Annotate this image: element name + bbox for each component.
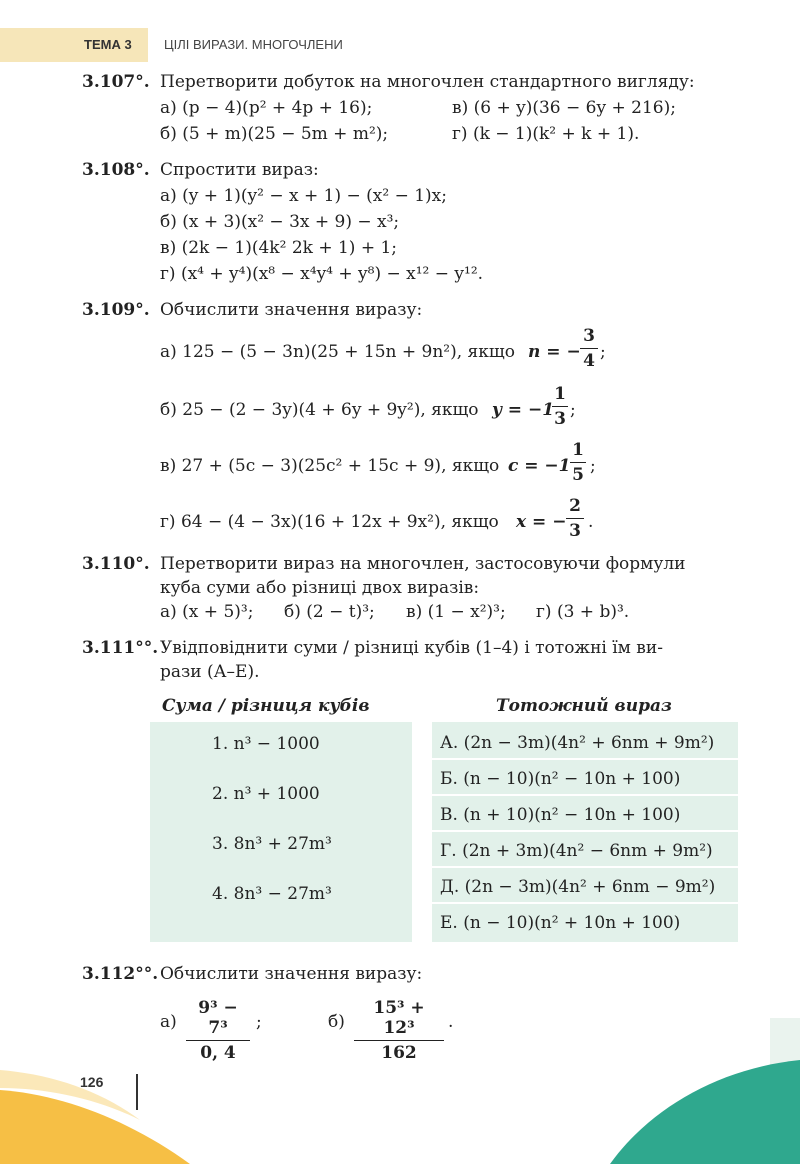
exercise-title: Обчислити значення виразу: — [160, 964, 423, 984]
teal-corner-decoration — [590, 1018, 800, 1164]
exercise-item: б) 25 − (2 − 3y)(4 + 6y + 9y²), якщо — [160, 400, 479, 420]
exercise-item: а) (x + 5)³; — [160, 602, 254, 622]
cube-sum-item: 3. 8n³ + 27m³ — [212, 834, 332, 854]
punctuation: . — [448, 1012, 454, 1032]
table-left-header: Сума / різниця кубів — [162, 696, 370, 716]
exercise-item: г) (x⁴ + y⁴)(x⁸ − x⁴y⁴ + y⁸) − x¹² − y¹². — [160, 264, 484, 284]
exercise-title: Увідповіднити суми / різниці кубів (1–4) і тотожні їм ви- — [160, 638, 663, 658]
exercise-item: в) 27 + (5c − 3)(25c² + 15c + 9), якщо — [160, 456, 500, 476]
exercise-item: а) (y + 1)(y² − x + 1) − (x² − 1)x; — [160, 186, 447, 206]
exercise-number-3-111: 3.111°°. — [82, 638, 159, 658]
exercise-item: б) (5 + m)(25 − 5m + m²); — [160, 124, 389, 144]
punctuation: ; — [570, 400, 576, 420]
variable-value: c = −1 — [508, 456, 571, 476]
punctuation: ; — [256, 1012, 262, 1032]
identical-expression: Е. (n − 10)(n² + 10n + 100) — [440, 913, 681, 933]
page-header — [0, 28, 800, 62]
fraction-denominator: 3 — [569, 521, 581, 541]
theme-label: ТЕМА 3 — [84, 37, 132, 52]
identical-expression: Д. (2n − 3m)(4n² + 6nm − 9m²) — [440, 877, 716, 897]
exercise-item: г) (k − 1)(k² + k + 1). — [452, 124, 640, 144]
exercise-title: Перетворити вираз на многочлен, застосовуючи формули — [160, 554, 686, 574]
fraction-numerator: 1 — [554, 384, 566, 404]
fraction-denominator: 3 — [554, 409, 566, 429]
fraction-numerator: 3 — [583, 326, 595, 346]
fraction — [566, 496, 584, 541]
fraction — [186, 998, 250, 1063]
exercise-title-continued: куба суми або різниці двох виразів: — [160, 578, 480, 598]
fraction-numerator: 15³ + 12³ — [373, 998, 425, 1038]
fraction-numerator: 9³ − 7³ — [198, 998, 238, 1038]
exercise-title: Спростити вираз: — [160, 160, 319, 180]
item-label: б) — [328, 1012, 345, 1032]
left-table-panel — [150, 722, 412, 942]
fraction — [570, 440, 586, 485]
punctuation: ; — [590, 456, 596, 476]
fraction-denominator: 5 — [572, 465, 584, 485]
exercise-item: г) (3 + b)³. — [536, 602, 630, 622]
cube-sum-item: 2. n³ + 1000 — [212, 784, 320, 804]
fraction-numerator: 2 — [569, 496, 581, 516]
exercise-item: в) (2k − 1)(4k² 2k + 1) + 1; — [160, 238, 398, 258]
exercise-item: а) (p − 4)(p² + 4p + 16); — [160, 98, 373, 118]
item-label: а) — [160, 1012, 177, 1032]
fraction — [580, 326, 598, 371]
exercise-title: Обчислити значення виразу: — [160, 300, 423, 320]
chapter-title: ЦІЛІ ВИРАЗИ. МНОГОЧЛЕНИ — [164, 37, 343, 52]
identical-expression: Г. (2n + 3m)(4n² − 6nm + 9m²) — [440, 841, 713, 861]
punctuation: . — [588, 512, 594, 532]
fraction-denominator: 4 — [583, 351, 595, 371]
punctuation: ; — [600, 342, 606, 362]
table-right-header: Тотожний вираз — [496, 696, 672, 716]
variable-value: x = − — [516, 512, 567, 532]
exercise-number-3-109: 3.109°. — [82, 300, 150, 320]
exercise-item: б) (2 − t)³; — [284, 602, 375, 622]
exercise-item: б) (x + 3)(x² − 3x + 9) − x³; — [160, 212, 400, 232]
right-table-panel — [432, 722, 738, 942]
page-number: 126 — [80, 1074, 104, 1090]
footer-divider — [136, 1074, 138, 1110]
exercise-title-continued: рази (А–Е). — [160, 662, 260, 682]
exercise-number-3-110: 3.110°. — [82, 554, 150, 574]
identical-expression: В. (n + 10)(n² − 10n + 100) — [440, 805, 681, 825]
identical-expression: Б. (n − 10)(n² − 10n + 100) — [440, 769, 681, 789]
exercise-item: в) (1 − x²)³; — [406, 602, 506, 622]
variable-value: y = −1 — [492, 400, 555, 420]
fraction — [552, 384, 568, 429]
exercise-number-3-107: 3.107°. — [82, 72, 150, 92]
fraction-numerator: 1 — [572, 440, 584, 460]
exercise-item: а) 125 − (5 − 3n)(25 + 15n + 9n²), якщо — [160, 342, 515, 362]
fraction — [354, 998, 444, 1063]
exercise-title: Перетворити добуток на многочлен стандартного вигляду: — [160, 72, 695, 92]
cube-sum-item: 4. 8n³ − 27m³ — [212, 884, 332, 904]
fraction-denominator: 0, 4 — [200, 1043, 236, 1063]
exercise-item: в) (6 + y)(36 − 6y + 216); — [452, 98, 676, 118]
identical-expression: А. (2n − 3m)(4n² + 6nm + 9m²) — [440, 733, 715, 753]
exercise-number-3-112: 3.112°°. — [82, 964, 159, 984]
exercise-item: г) 64 − (4 − 3x)(16 + 12x + 9x²), якщо — [160, 512, 499, 532]
variable-value: n = − — [528, 342, 581, 362]
exercise-number-3-108: 3.108°. — [82, 160, 150, 180]
fraction-denominator: 162 — [381, 1043, 417, 1063]
cube-sum-item: 1. n³ − 1000 — [212, 734, 320, 754]
